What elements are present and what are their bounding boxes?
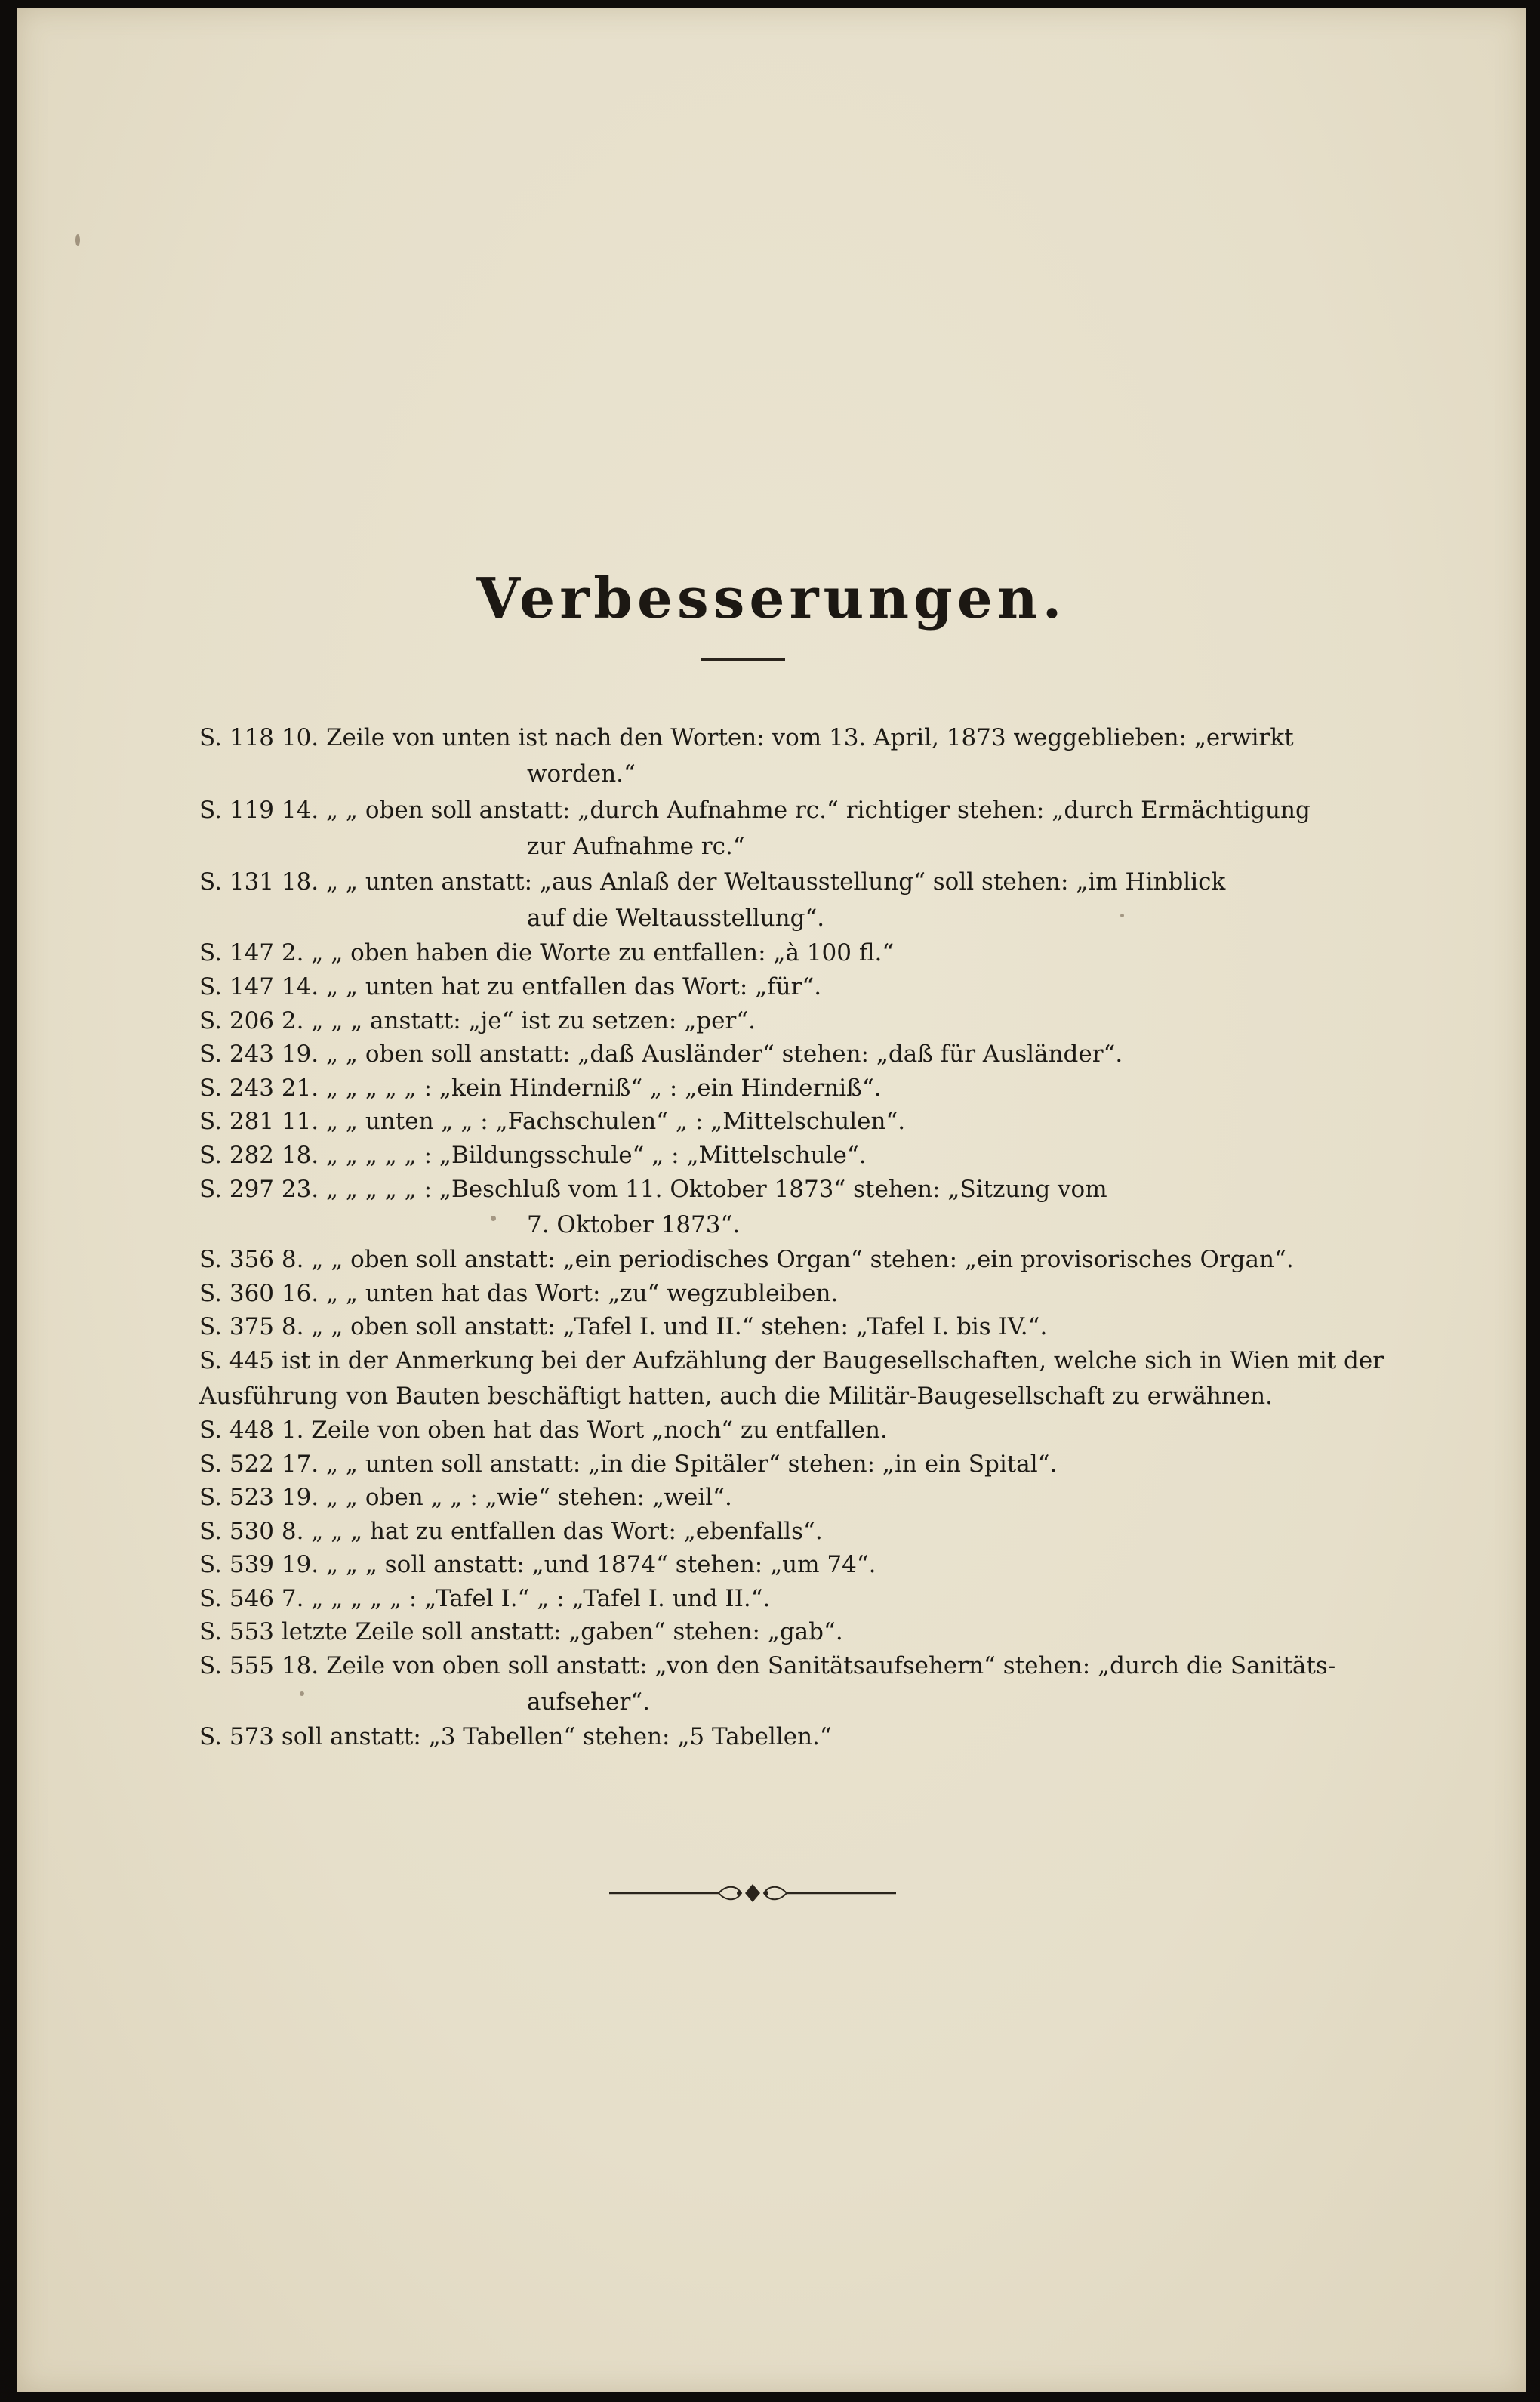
errata-line: S. 119 14. „ „ oben soll anstatt: „durch Aufnahme rc.“ richtiger stehen: „durch Ermächtigung xyxy=(199,797,1311,824)
errata-line: worden.“ xyxy=(527,760,636,788)
errata-line: S. 530 8. „ „ „ hat zu entfallen das Wort: „ebenfalls“. xyxy=(199,1518,823,1545)
errata-line: S. 282 18. „ „ „ „ „ : „Bildungsschule“ „ : „Mittelschule“. xyxy=(199,1142,867,1169)
errata-line: S. 555 18. Zeile von oben soll anstatt: „von den Sanitätsaufsehern“ stehen: „durch die Sanitäts- xyxy=(199,1652,1336,1679)
paper-stain xyxy=(75,234,80,246)
errata-line: auf die Weltausstellung“. xyxy=(527,905,825,932)
errata-line: S. 375 8. „ „ oben soll anstatt: „Tafel I. und II.“ stehen: „Tafel I. bis IV.“. xyxy=(199,1313,1048,1340)
errata-line: S. 297 23. „ „ „ „ „ : „Beschluß vom 11. Oktober 1873“ stehen: „Sitzung vom xyxy=(199,1176,1107,1203)
errata-line: S. 206 2. „ „ „ anstatt: „je“ ist zu setzen: „per“. xyxy=(199,1007,756,1034)
errata-line: S. 546 7. „ „ „ „ „ : „Tafel I.“ „ : „Tafel I. und II.“. xyxy=(199,1585,771,1612)
ornament-divider xyxy=(609,1874,896,1912)
paper-stain xyxy=(300,1691,304,1696)
errata-line: zur Aufnahme rc.“ xyxy=(527,833,745,860)
errata-line: S. 523 19. „ „ oben „ „ : „wie“ stehen: „weil“. xyxy=(199,1484,732,1511)
paper-stain xyxy=(491,1216,496,1221)
errata-line: 7. Oktober 1873“. xyxy=(527,1211,741,1238)
errata-line: S. 147 14. „ „ unten hat zu entfallen das Wort: „für“. xyxy=(199,973,822,1001)
errata-line: S. 281 11. „ „ unten „ „ : „Fachschulen“ „ : „Mittelschulen“. xyxy=(199,1108,906,1135)
errata-line: S. 243 19. „ „ oben soll anstatt: „daß Ausländer“ stehen: „daß für Ausländer“. xyxy=(199,1041,1123,1068)
page-title: Verbesserungen. xyxy=(476,566,1067,631)
errata-line: S. 445 ist in der Anmerkung bei der Aufzählung der Baugesellschaften, welche sich in Wien mit der xyxy=(199,1347,1384,1374)
errata-page xyxy=(17,8,1526,2392)
errata-line: S. 131 18. „ „ unten anstatt: „aus Anlaß der Weltausstellung“ soll stehen: „im Hinblick xyxy=(199,868,1226,896)
errata-line: S. 553 letzte Zeile soll anstatt: „gaben“ stehen: „gab“. xyxy=(199,1618,843,1645)
paper-stain xyxy=(1120,914,1124,917)
errata-line: S. 539 19. „ „ „ soll anstatt: „und 1874“ stehen: „um 74“. xyxy=(199,1551,876,1578)
errata-line: S. 118 10. Zeile von unten ist nach den Worten: vom 13. April, 1873 weggeblieben: „erwirkt xyxy=(199,724,1294,751)
errata-line: S. 356 8. „ „ oben soll anstatt: „ein periodisches Organ“ stehen: „ein provisorisches Organ“. xyxy=(199,1246,1294,1273)
errata-line: S. 522 17. „ „ unten soll anstatt: „in die Spitäler“ stehen: „in ein Spital“. xyxy=(199,1451,1058,1478)
errata-line: aufseher“. xyxy=(527,1688,651,1716)
title-rule xyxy=(701,658,785,661)
errata-line: S. 573 soll anstatt: „3 Tabellen“ stehen: „5 Tabellen.“ xyxy=(199,1723,832,1750)
errata-line: S. 243 21. „ „ „ „ „ : „kein Hinderniß“ „ : „ein Hinderniß“. xyxy=(199,1075,882,1102)
errata-line: S. 147 2. „ „ oben haben die Worte zu entfallen: „à 100 fl.“ xyxy=(199,939,895,967)
errata-line: Ausführung von Bauten beschäftigt hatten, auch die Militär-Baugesellschaft zu erwähnen. xyxy=(199,1383,1273,1410)
errata-line: S. 360 16. „ „ unten hat das Wort: „zu“ wegzubleiben. xyxy=(199,1280,839,1307)
errata-line: S. 448 1. Zeile von oben hat das Wort „noch“ zu entfallen. xyxy=(199,1417,888,1444)
